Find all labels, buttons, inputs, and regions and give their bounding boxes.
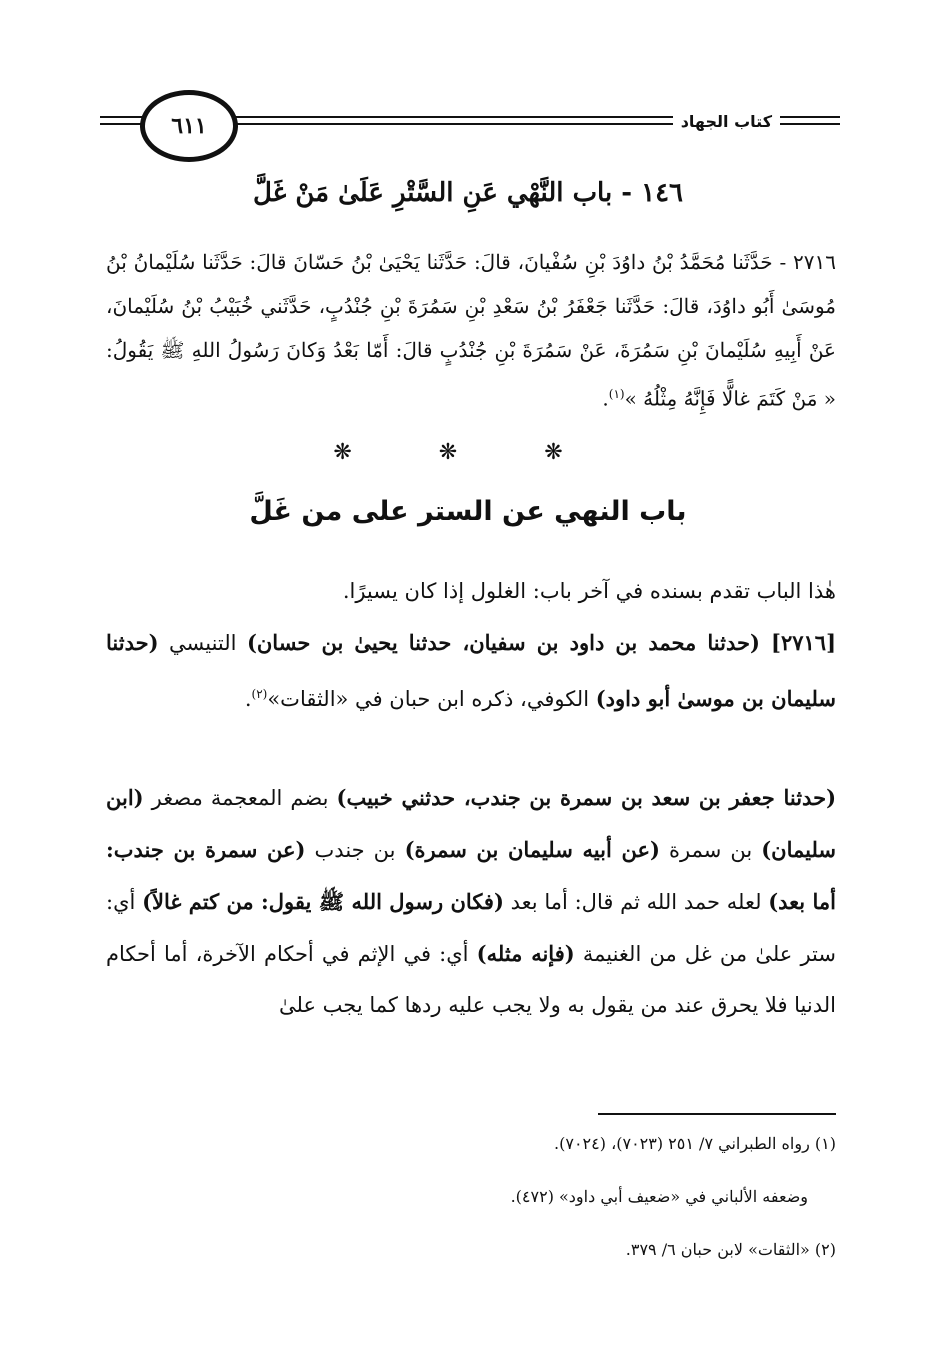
narrator-chain-bold: (ابن سليمان) (106, 785, 837, 862)
footnote-2: (٢) «الثقات» لابن حبان ٦/ ٣٧٩. (625, 1240, 836, 1259)
narrator-chain-bold: (عن سمرة بن جندب: أما بعد) (106, 837, 837, 914)
page-number: ٦١١ (140, 90, 238, 162)
narrator-chain-bold: (حدثنا جعفر بن سعد بن سمرة بن جندب، حدثني خبيب) (336, 785, 837, 810)
narrator-chain-bold: [٢٧١٦] (حدثنا محمد بن داود بن سفيان، حدثنا يحيىٰ بن حسان) (246, 630, 836, 655)
page-header (100, 90, 840, 160)
commentary-paragraph-1: هٰذا الباب تقدم بسنده في آخر باب: الغلول إذا كان يسيرًا. (342, 579, 836, 603)
footnote-1-continuation: وضعفه الألباني في «ضعيف أبي داود» (٤٧٢). (510, 1187, 808, 1206)
footnote-ref-2[interactable]: (٢) (251, 687, 268, 701)
hadith-text: ٢٧١٦ - حَدَّثَنا مُحَمَّدُ بْنُ داوُدَ بْنِ سُفْيانَ، قالَ: حَدَّثَنا يَحْيَىٰ بْنُ حَسّانَ قالَ: حَدَّثَنا سُلَيْمانُ بْنُ مُوسَىٰ أَبُو داوُدَ، قالَ: حَدَّثَنا جَعْفَرُ بْنُ سَعْدِ بْنِ سَمُرَةَ بْنِ جُنْدُبٍ، حَدَّثَني خُبَيْبُ بْنُ سُلَيْمانَ، عَنْ أَبِيهِ سُلَيْمانَ بْنِ سَمُرَةَ، عَنْ سَمُرَةَ بْنِ جُنْدُبٍ قالَ: أَمّا بَعْدُ وَكانَ رَسُولُ اللهِ ﷺ يَقُولُ: « مَنْ كَتَمَ غالًّا فَإِنَّهُ مِثْلُهُ » (106, 250, 836, 411)
commentary-text: أي: ستر علىٰ من غل من الغنيمة (106, 890, 836, 966)
commentary-paragraph-2 (106, 617, 836, 725)
hadith-quote-bold: (فكان رسول الله ﷺ يقول: من كتم غالاً) (142, 889, 504, 914)
commentary-text: بن سمرة (659, 838, 762, 862)
narrator-chain-bold: (حدثنا سليمان بن موسىٰ أبو داود) (106, 630, 836, 711)
commentary-text: الكوفي، ذكره ابن حبان في «الثقات» (267, 687, 596, 711)
commentary-text: أي: في الإثم في أحكام الآخرة، أما أحكام الدنيا فلا يحرق عند من يقول به ولا يجب عليه ردها كما يجب علىٰ (106, 942, 836, 1017)
commentary-paragraph-3 (106, 772, 836, 1031)
hadith-text-block: ٢٧١٦ - حَدَّثَنا مُحَمَّدُ بْنُ داوُدَ بْنِ سُفْيانَ، قالَ: حَدَّثَنا يَحْيَىٰ بْنُ حَسّانَ قالَ: حَدَّثَنا سُلَيْمانُ بْنُ مُوسَىٰ أَبُو داوُدَ، قالَ: حَدَّثَنا جَعْفَرُ بْنُ سَعْدِ بْنِ سَمُرَةَ بْنِ جُنْدُبٍ، حَدَّثَني خُبَيْبُ بْنُ سُلَيْمانَ، عَنْ أَبِيهِ سُلَيْمانَ بْنِ سَمُرَةَ، عَنْ سَمُرَةَ بْنِ جُنْدُبٍ قالَ: أَمّا بَعْدُ وَكانَ رَسُولُ اللهِ ﷺ يَقُولُ: « مَنْ كَتَمَ غالًّا فَإِنَّهُ مِثْلُهُ »$^{(١)}$. (106, 250, 836, 411)
commentary-text: بن جندب (305, 838, 405, 862)
narrator-chain-bold: (عن أبيه سليمان بن سمرة) (404, 837, 660, 862)
section-separator: ❋ ❋ ❋ (333, 440, 603, 465)
commentary-text: لعله حمد الله ثم قال: أما بعد (503, 890, 769, 914)
footnotes (106, 1124, 836, 1283)
footnote-ref-1[interactable]: (١) (608, 387, 625, 401)
commentary-text: التنيسي (158, 631, 247, 655)
commentary-text: . (244, 687, 252, 711)
footnote-1: (١) رواه الطبراني ٧/ ٢٥١ (٧٠٢٣)، (٧٠٢٤). (554, 1134, 836, 1153)
book-title: كتاب الجهاد (673, 112, 780, 131)
footnote-divider (598, 1113, 836, 1115)
section-title: باب النهي عن الستر على من غَلَّ (249, 496, 687, 527)
commentary-text: بضم المعجمة مصغر (143, 786, 337, 810)
chapter-title: ١٤٦ - باب النَّهْي عَنِ السَّتْرِ عَلَىٰ مَنْ غَلَّ (252, 178, 684, 208)
hadith-quote-bold: (فإنه مثله) (476, 941, 575, 966)
